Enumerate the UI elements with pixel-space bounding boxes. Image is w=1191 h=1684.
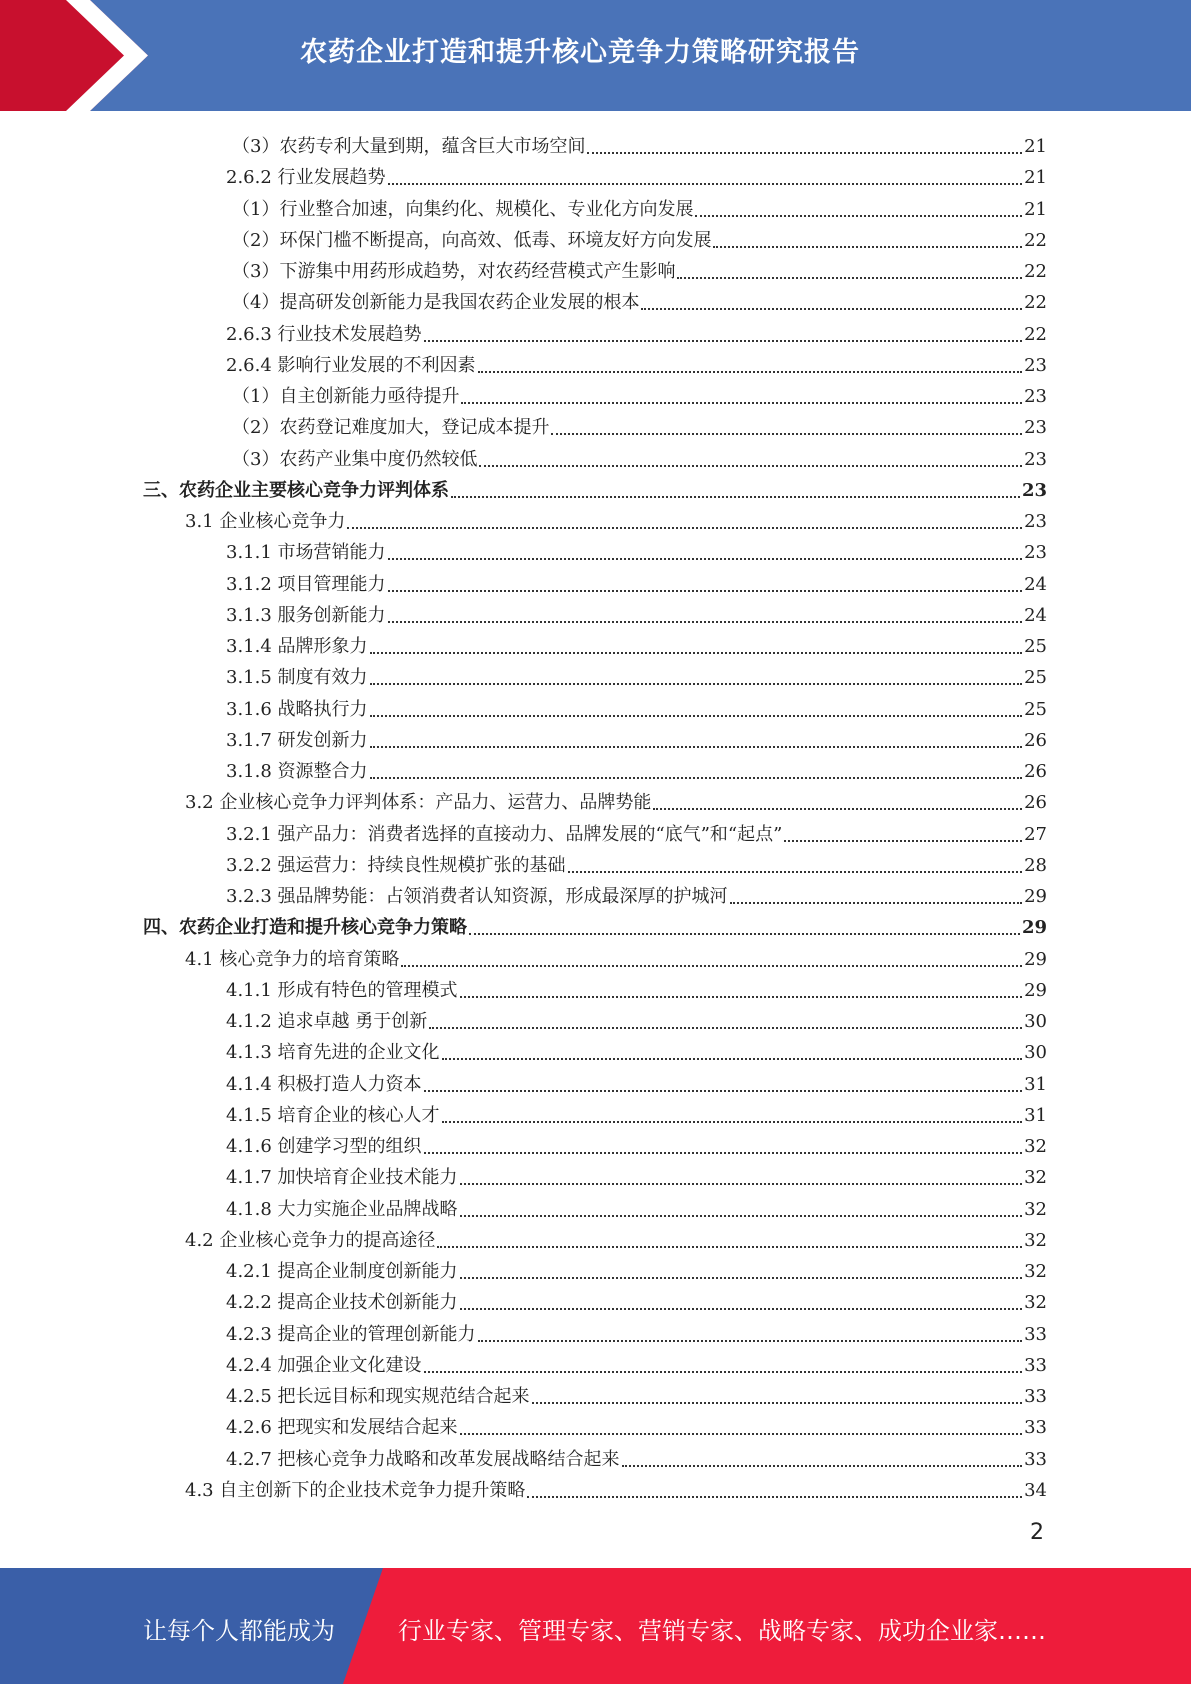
toc-dot-leader <box>442 1057 1023 1060</box>
toc-entry[interactable] <box>226 1283 1047 1314</box>
toc-dot-leader <box>424 1089 1023 1092</box>
toc-entry-title: 4.1.3 培育先进的企业文化 <box>226 1042 440 1064</box>
toc-dot-leader <box>460 1432 1023 1435</box>
toc-entry[interactable] <box>185 783 1047 814</box>
toc-entry-title: 3.2.2 强运营力：持续良性规模扩张的基础 <box>226 854 566 876</box>
toc-entry[interactable] <box>226 1377 1047 1408</box>
toc-dot-leader <box>653 807 1022 810</box>
toc-entry-title: 2.6.2 行业发展趋势 <box>226 167 386 189</box>
toc-entry[interactable] <box>226 1127 1047 1158</box>
toc-entry-title: （4）提高研发创新能力是我国农药企业发展的根本 <box>232 292 640 314</box>
toc-dot-leader <box>424 1370 1023 1373</box>
toc-entry[interactable] <box>226 658 1047 689</box>
toc-dot-leader <box>479 464 1022 467</box>
toc-entry-page: 29 <box>1024 948 1047 970</box>
toc-dot-leader <box>568 870 1023 873</box>
toc-entry-title: 3.1.8 资源整合力 <box>226 761 368 782</box>
toc-entry-title: 3.2 企业核心竞争力评判体系：产品力、运营力、品牌势能 <box>185 792 652 814</box>
toc-dot-leader <box>370 776 1023 779</box>
toc-entry-title: 3.2.1 强产品力：消费者选择的直接动力、品牌发展的“底气”和“起点” <box>226 823 783 845</box>
toc-entry[interactable] <box>232 408 1047 439</box>
toc-entry[interactable] <box>226 752 1047 783</box>
toc-entry-page: 32 <box>1024 1136 1047 1157</box>
toc-entry-page: 23 <box>1024 448 1047 470</box>
toc-entry[interactable] <box>226 1158 1047 1189</box>
toc-entry[interactable] <box>226 1065 1047 1096</box>
toc-entry-page: 24 <box>1024 604 1047 626</box>
toc-entry-page: 34 <box>1024 1479 1047 1501</box>
toc-dot-leader <box>784 839 1022 842</box>
toc-entry-page: 23 <box>1024 542 1047 564</box>
toc-entry[interactable] <box>226 971 1047 1002</box>
toc-entry[interactable] <box>226 346 1047 377</box>
toc-entry-title: 3.1.2 项目管理能力 <box>226 573 386 595</box>
toc-entry-page: 29 <box>1021 917 1047 939</box>
page-number: 2 <box>1030 1520 1044 1545</box>
toc-entry[interactable] <box>226 1252 1047 1283</box>
toc-dot-leader <box>460 1214 1023 1217</box>
toc-entry-page: 31 <box>1024 1104 1047 1126</box>
toc-entry-page: 28 <box>1024 854 1047 876</box>
toc-dot-leader <box>370 714 1023 717</box>
toc-dot-leader <box>460 1276 1023 1279</box>
toc-entry[interactable] <box>226 1096 1047 1127</box>
toc-entry-title: 3.1.6 战略执行力 <box>226 698 368 720</box>
toc-entry-page: 29 <box>1024 979 1047 1001</box>
toc-entry[interactable] <box>226 690 1047 721</box>
toc-entry-page: 26 <box>1024 729 1047 751</box>
toc-entry-page: 33 <box>1024 1354 1047 1376</box>
toc-entry-title: 3.1.4 品牌形象力 <box>226 636 368 657</box>
toc-entry-page: 32 <box>1024 1261 1047 1282</box>
toc-dot-leader <box>370 745 1023 748</box>
toc-dot-leader <box>460 995 1023 998</box>
toc-entry-title: 4.2.3 提高企业的管理创新能力 <box>226 1323 476 1345</box>
toc-entry-title: 4.1.1 形成有特色的管理模式 <box>226 979 458 1001</box>
toc-entry[interactable] <box>226 815 1047 846</box>
toc-entry[interactable] <box>232 127 1047 158</box>
toc-entry-page: 30 <box>1024 1042 1047 1064</box>
toc-entry-title: 2.6.4 影响行业发展的不利因素 <box>226 354 476 376</box>
toc-entry-title: 4.1 核心竞争力的培育策略 <box>185 948 400 970</box>
toc-entry[interactable] <box>185 940 1047 971</box>
toc-entry[interactable] <box>232 190 1047 221</box>
toc-entry-page: 32 <box>1024 1292 1047 1314</box>
toc-dot-leader <box>713 245 1022 248</box>
toc-entry-title: 4.1.6 创建学习型的组织 <box>226 1136 422 1157</box>
toc-entry-page: 24 <box>1024 573 1047 595</box>
toc-entry[interactable] <box>226 596 1047 627</box>
toc-entry[interactable] <box>185 502 1047 533</box>
toc-entry-page: 21 <box>1024 198 1047 220</box>
toc-entry-page: 22 <box>1024 323 1047 345</box>
toc-dot-leader <box>370 682 1023 685</box>
toc-entry-title: 4.2.6 把现实和发展结合起来 <box>226 1417 458 1439</box>
header-red-chevron <box>0 0 150 111</box>
header-title: 农药企业打造和提升核心竞争力策略研究报告 <box>300 37 860 68</box>
toc-dot-leader <box>461 401 1022 404</box>
toc-entry-title: 4.1.8 大力实施企业品牌战略 <box>226 1198 458 1220</box>
toc-entry[interactable] <box>226 1190 1047 1221</box>
toc-entry-page: 25 <box>1024 698 1047 720</box>
toc-entry-title: （2）环保门槛不断提高，向高效、低毒、环境友好方向发展 <box>232 229 712 251</box>
toc-dot-leader <box>695 214 1022 217</box>
toc-dot-leader <box>478 370 1023 373</box>
toc-entry[interactable] <box>226 158 1047 189</box>
toc-entry-page: 32 <box>1024 1198 1047 1220</box>
toc-dot-leader <box>442 1120 1023 1123</box>
toc-dot-leader <box>388 620 1023 623</box>
toc-entry-title: 4.1.7 加快培育企业技术能力 <box>226 1167 458 1189</box>
toc-entry-title: 3.1.3 服务创新能力 <box>226 604 386 626</box>
toc-entry-title: （3）农药专利大量到期，蕴含巨大市场空间 <box>232 136 586 157</box>
toc-dot-leader <box>388 589 1023 592</box>
toc-entry[interactable] <box>232 440 1047 471</box>
toc-entry-page: 26 <box>1024 792 1047 814</box>
toc-entry-page: 22 <box>1024 229 1047 251</box>
toc-dot-leader <box>429 1026 1022 1029</box>
toc-dot-leader <box>551 432 1022 435</box>
toc-chapter-entry[interactable] <box>143 471 1047 502</box>
toc-entry-page: 27 <box>1024 823 1047 845</box>
toc-entry-page: 25 <box>1024 636 1047 657</box>
toc-entry-page: 23 <box>1024 354 1047 376</box>
toc-dot-leader <box>451 495 1020 498</box>
toc-entry[interactable] <box>226 565 1047 596</box>
toc-dot-leader <box>677 276 1022 279</box>
toc-entry-page: 23 <box>1024 511 1047 532</box>
toc-entry-title: 4.1.5 培育企业的核心人才 <box>226 1104 440 1126</box>
toc-dot-leader <box>347 526 1022 529</box>
toc-entry-page: 33 <box>1024 1417 1047 1439</box>
toc-entry-title: 4.2.7 把核心竞争力战略和改革发展战略结合起来 <box>226 1448 620 1470</box>
toc-entry-page: 32 <box>1024 1167 1047 1189</box>
toc-dot-leader <box>641 307 1022 310</box>
toc-entry[interactable] <box>226 721 1047 752</box>
toc-entry-page: 22 <box>1024 292 1047 314</box>
toc-entry-page: 32 <box>1024 1229 1047 1251</box>
toc-entry-page: 33 <box>1024 1323 1047 1345</box>
toc-entry-page: 31 <box>1024 1073 1047 1095</box>
page-footer <box>0 1568 1191 1684</box>
toc-entry-page: 23 <box>1021 479 1047 501</box>
toc-entry-title: 四、农药企业打造和提升核心竞争力策略 <box>143 917 467 939</box>
toc-entry[interactable] <box>185 1471 1047 1502</box>
toc-dot-leader <box>460 1307 1023 1310</box>
toc-entry[interactable] <box>226 1440 1047 1471</box>
toc-dot-leader <box>478 1339 1023 1342</box>
toc-entry[interactable] <box>226 627 1047 658</box>
toc-dot-leader <box>527 1495 1022 1498</box>
toc-dot-leader <box>587 151 1022 154</box>
toc-entry-title: 3.1.7 研发创新力 <box>226 729 368 751</box>
toc-entry[interactable] <box>232 377 1047 408</box>
toc-entry[interactable] <box>226 1408 1047 1439</box>
toc-dot-leader <box>388 557 1023 560</box>
toc-dot-leader <box>469 932 1020 935</box>
toc-entry-page: 26 <box>1024 761 1047 782</box>
toc-entry[interactable] <box>226 877 1047 908</box>
toc-dot-leader <box>730 901 1023 904</box>
toc-entry-title: 4.2.5 把长远目标和现实规范结合起来 <box>226 1386 530 1407</box>
toc-chapter-entry[interactable] <box>143 908 1047 939</box>
toc-entry-title: 3.1 企业核心竞争力 <box>185 511 346 532</box>
toc-entry-page: 21 <box>1024 167 1047 189</box>
toc-entry-title: （1）行业整合加速，向集约化、规模化、专业化方向发展 <box>232 198 694 220</box>
toc-entry-title: （2）农药登记难度加大，登记成本提升 <box>232 417 550 439</box>
toc-dot-leader <box>401 964 1022 967</box>
toc-dot-leader <box>388 182 1023 185</box>
toc-dot-leader <box>370 651 1023 654</box>
page-header <box>0 0 1191 111</box>
toc-entry[interactable] <box>185 1221 1047 1252</box>
toc-entry-page: 33 <box>1024 1448 1047 1470</box>
toc-entry[interactable] <box>226 315 1047 346</box>
toc-entry-page: 23 <box>1024 417 1047 439</box>
toc-entry-title: 4.3 自主创新下的企业技术竞争力提升策略 <box>185 1479 526 1501</box>
toc-entry-title: （3）下游集中用药形成趋势，对农药经营模式产生影响 <box>232 261 676 282</box>
toc-entry[interactable] <box>226 533 1047 564</box>
toc-entry-title: 4.1.2 追求卓越 勇于创新 <box>226 1011 428 1032</box>
toc-entry[interactable] <box>226 1002 1047 1033</box>
toc-entry-title: 3.1.5 制度有效力 <box>226 667 368 689</box>
toc-entry-title: 三、农药企业主要核心竞争力评判体系 <box>143 479 449 501</box>
toc-entry-page: 21 <box>1024 136 1047 157</box>
toc-dot-leader <box>532 1401 1023 1404</box>
toc-dot-leader <box>424 1151 1023 1154</box>
toc-entry-title: （3）农药产业集中度仍然较低 <box>232 448 478 470</box>
footer-slogan-left: 让每个人都能成为 <box>143 1617 335 1645</box>
toc-dot-leader <box>460 1182 1023 1185</box>
toc-entry-title: 3.1.1 市场营销能力 <box>226 542 386 564</box>
toc-entry-title: 3.2.3 强品牌势能：占领消费者认知资源，形成最深厚的护城河 <box>226 886 728 907</box>
toc-entry-title: 4.1.4 积极打造人力资本 <box>226 1073 422 1095</box>
toc-entry[interactable] <box>232 283 1047 314</box>
toc-entry[interactable] <box>232 252 1047 283</box>
toc-entry-page: 23 <box>1024 386 1047 407</box>
toc-entry[interactable] <box>232 221 1047 252</box>
toc-entry-title: 4.2 企业核心竞争力的提高途径 <box>185 1229 436 1251</box>
toc-entry-page: 25 <box>1024 667 1047 689</box>
toc-entry-page: 22 <box>1024 261 1047 282</box>
toc-entry-title: 4.2.1 提高企业制度创新能力 <box>226 1261 458 1282</box>
footer-slogan-right: 行业专家、管理专家、营销专家、战略专家、成功企业家…… <box>398 1617 1046 1645</box>
toc-entry-title: 2.6.3 行业技术发展趋势 <box>226 323 422 345</box>
toc-dot-leader <box>437 1245 1022 1248</box>
toc-entry[interactable] <box>226 1346 1047 1377</box>
toc-entry-title: （1）自主创新能力亟待提升 <box>232 386 460 407</box>
toc-dot-leader <box>424 339 1023 342</box>
toc-entry-page: 33 <box>1024 1386 1047 1407</box>
toc-entry[interactable] <box>226 846 1047 877</box>
toc-dot-leader <box>622 1464 1023 1467</box>
toc-entry-page: 30 <box>1024 1011 1047 1032</box>
toc-entry-page: 29 <box>1024 886 1047 907</box>
toc-entry[interactable] <box>226 1033 1047 1064</box>
toc-entry-title: 4.2.2 提高企业技术创新能力 <box>226 1292 458 1314</box>
toc-entry-title: 4.2.4 加强企业文化建设 <box>226 1354 422 1376</box>
toc-entry[interactable] <box>226 1315 1047 1346</box>
